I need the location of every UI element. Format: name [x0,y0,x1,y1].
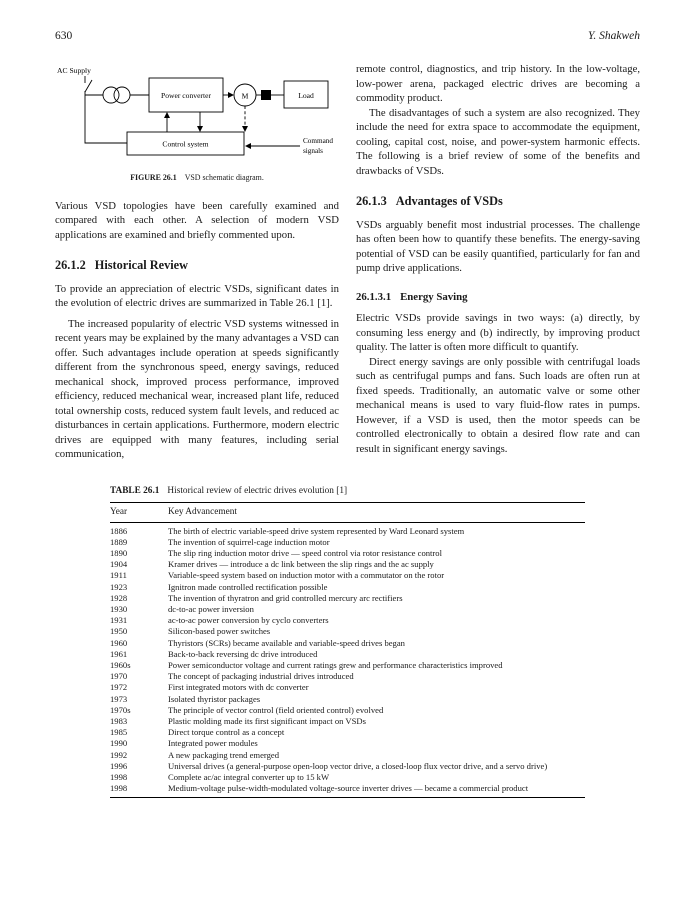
paragraph: The increased popularity of electric VSD systems witnessed in recent years may be explained by the many advantages a VSD can offer. Such advantages include operation at speeds significantly different from the synchronous speed, energy savings, reduced mechanical shock, improved process performance, improved efficiency, reduced mechanical wear, increased plant life, reduced total ownership costs, reduced system fault levels, and reduced ac disturbances in certain applications. Furthermore, modern electric drives are equipped with many features, including serial communication, [55,317,339,460]
year-cell: 1998 [110,783,128,794]
year-cell: 1889 [110,536,128,547]
figure-caption [55,171,339,186]
table-row [110,727,585,738]
advancement-cell: Kramer drives — introduce a dc link between the slip rings and the ac supply [168,559,434,570]
advancement-cell: A new packaging trend emerged [168,749,280,760]
table-header [110,502,585,522]
section-heading-26-1-3-1 [356,290,640,305]
paragraph: remote control, diagnostics, and trip history. In the low-voltage, low-power arena, packaged electric drives are becoming a commodity product. [356,63,640,104]
year-cell: 1960 [110,637,128,648]
two-column-body [55,62,640,462]
table-row [110,582,585,593]
advancement-cell: Plastic molding made its first significant impact on VSDs [168,715,366,726]
motor-label: M [241,91,249,101]
year-cell: 1996 [110,760,128,771]
year-cell: 1961 [110,648,128,659]
table-26-1-block [110,486,640,799]
table-row [110,750,585,761]
table-caption-label: TABLE 26.1 [110,485,160,496]
table-row [110,660,585,671]
table-row [110,615,585,626]
command-signal-arrow [245,143,300,149]
advancement-cell: Direct torque control as a concept [168,727,285,738]
year-cell: 1960s [110,659,131,670]
advancement-cell: Variable-speed system based on induction motor with a commutator on the rotor [168,570,445,581]
table-row [110,772,585,783]
section-heading-26-1-2 [55,258,339,273]
table-row [110,682,585,693]
year-cell: 1923 [110,581,128,592]
table-row [110,537,585,548]
year-cell: 1911 [110,570,127,581]
load-label: Load [298,91,314,100]
advancement-cell: Silicon-based power switches [168,626,271,637]
table-caption [110,486,640,496]
section-heading-26-1-3 [356,194,640,209]
paragraph: VSDs arguably benefit most industrial processes. The challenge has often been how to quantify these benefits. The energy-saving potential of VSD can be easily quantified, particularly for fan and pump drive applications. [356,218,640,274]
paragraph: Various VSD topologies have been carefully examined and compared with each other. A selection of modern VSD applications are examined and briefly commented upon. [55,199,339,241]
advancement-cell: Complete ac/ac integral converter up to 15 kW [168,771,330,782]
column-header-year: Year [110,502,168,522]
year-cell: 1983 [110,715,128,726]
advancement-cell: Integrated power modules [168,738,258,749]
historical-review-table [110,502,585,799]
table-row [110,604,585,615]
table-row [110,738,585,749]
table-row [110,548,585,559]
year-cell: 1970s [110,704,131,715]
year-cell: 1992 [110,749,128,760]
year-cell: 1886 [110,525,128,536]
table-caption-text: Historical review of electric drives evolution [1] [167,485,348,496]
year-cell: 1970 [110,671,128,682]
advancement-cell: Thyristors (SCRs) became available and variable-speed drives began [168,637,405,648]
year-cell: 1950 [110,626,128,637]
advancement-cell: The invention of thyratron and grid controlled mercury arc rectifiers [168,592,403,603]
advancement-cell: The slip ring induction motor drive — speed control via rotor resistance control [168,547,442,558]
paragraph: To provide an appreciation of electric VSDs, significant dates in the evolution of electric drives are summarized in Table 26.1 [1]. [55,282,339,309]
year-cell: 1973 [110,693,128,704]
year-cell: 1998 [110,771,128,782]
section-number: 26.1.3.1 [356,290,392,303]
advancement-cell: The concept of packaging industrial drives introduced [168,671,354,682]
paragraph: Electric VSDs provide savings in two ways: (a) directly, by consuming less energy and (b) indirectly, by improving product quality. The latter is often more difficult to quantify. [356,312,640,353]
command-signals-label-line1: Command [303,137,333,145]
advancement-cell: Ignitron made controlled rectification possible [168,581,328,592]
table-row [110,559,585,570]
running-head-author: Y. Shakweh [588,30,640,42]
historical-table-body [110,522,585,798]
load-link [256,90,284,100]
year-cell: 1930 [110,603,128,614]
left-column [55,62,339,462]
table-row [110,570,585,581]
page-number: 630 [55,30,73,42]
supply-wires [85,76,149,143]
right-column [356,62,640,462]
advancement-cell: The invention of squirrel-cage induction motor [168,536,330,547]
table-row [110,626,585,637]
section-number: 26.1.2 [55,258,86,272]
section-number: 26.1.3 [356,194,387,208]
table-row [110,671,585,682]
advancement-cell: ac-to-ac power conversion by cyclo converters [168,615,329,626]
power-converter-label: Power converter [161,91,211,100]
section-title: Energy Saving [400,290,468,303]
table-header-row [110,502,585,522]
table-row [110,705,585,716]
figure-caption-text: VSD schematic diagram. [184,173,264,182]
table-row [110,783,585,798]
table-row [110,649,585,660]
year-cell: 1928 [110,592,128,603]
section-title: Historical Review [94,258,188,272]
paragraph: The disadvantages of such a system are also recognized. They include the need for extra space to accommodate the equipment, cooling, capital cost, noise, and power-system harmonic effects. The following is a brief review of some of the benefits and drawbacks of VSDs. [356,106,640,177]
table-row [110,638,585,649]
control-system-label: Control system [162,139,209,149]
advancement-cell: Medium-voltage pulse-width-modulated voltage-source inverter drives — became a commercial product [168,783,529,794]
paragraph: Direct energy savings are only possible with centrifugal loads such as centrifugal pumps and fans. Such loads are often run at fixed speeds. Traditionally, an automatic valve or some other mechanical means is used to vary fluid-flow rates in pumps. However, if a VSD is used, then the motor speeds can be controlled electronically to obtain a desired flow rate and can result in significant energy savings. [356,355,640,455]
table-row [110,522,585,537]
figure-caption-label: FIGURE 26.1 [130,173,177,182]
transformer-coil-2 [114,87,130,103]
table-row [110,593,585,604]
figure-26-1 [55,62,339,186]
ac-supply-label: AC Supply [57,66,91,75]
advancement-cell: Isolated thyristor packages [168,693,261,704]
advancement-cell: Universal drives (a general-purpose open-loop vector drive, a closed-loop flux vector drive, and a servo drive) [168,760,548,771]
section-title: Advantages of VSDs [395,194,503,208]
table-row [110,761,585,772]
year-cell: 1990 [110,738,128,749]
year-cell: 1890 [110,547,128,558]
vsd-schematic-diagram [55,62,339,164]
control-feedback-wires [164,106,248,132]
motor-link [223,92,234,98]
advancement-cell: dc-to-ac power inversion [168,603,254,614]
advancement-cell: First integrated motors with dc converter [168,682,309,693]
year-cell: 1972 [110,682,128,693]
advancement-cell: The birth of electric variable-speed drive system represented by Ward Leonard system [168,525,465,536]
year-cell: 1904 [110,559,128,570]
advancement-cell: Back-to-back reversing dc drive introduced [168,648,318,659]
column-header-key-advancement: Key Advancement [168,502,585,522]
running-header [55,30,640,42]
table-row [110,694,585,705]
command-signals-label-line2: signals [303,147,323,155]
coupling-block [261,90,271,100]
year-cell: 1985 [110,727,128,738]
advancement-cell: The principle of vector control (field oriented control) evolved [168,704,384,715]
advancement-cell: Power semiconductor voltage and current ratings grew and performance characteristics improved [168,659,503,670]
year-cell: 1931 [110,615,128,626]
table-row [110,716,585,727]
